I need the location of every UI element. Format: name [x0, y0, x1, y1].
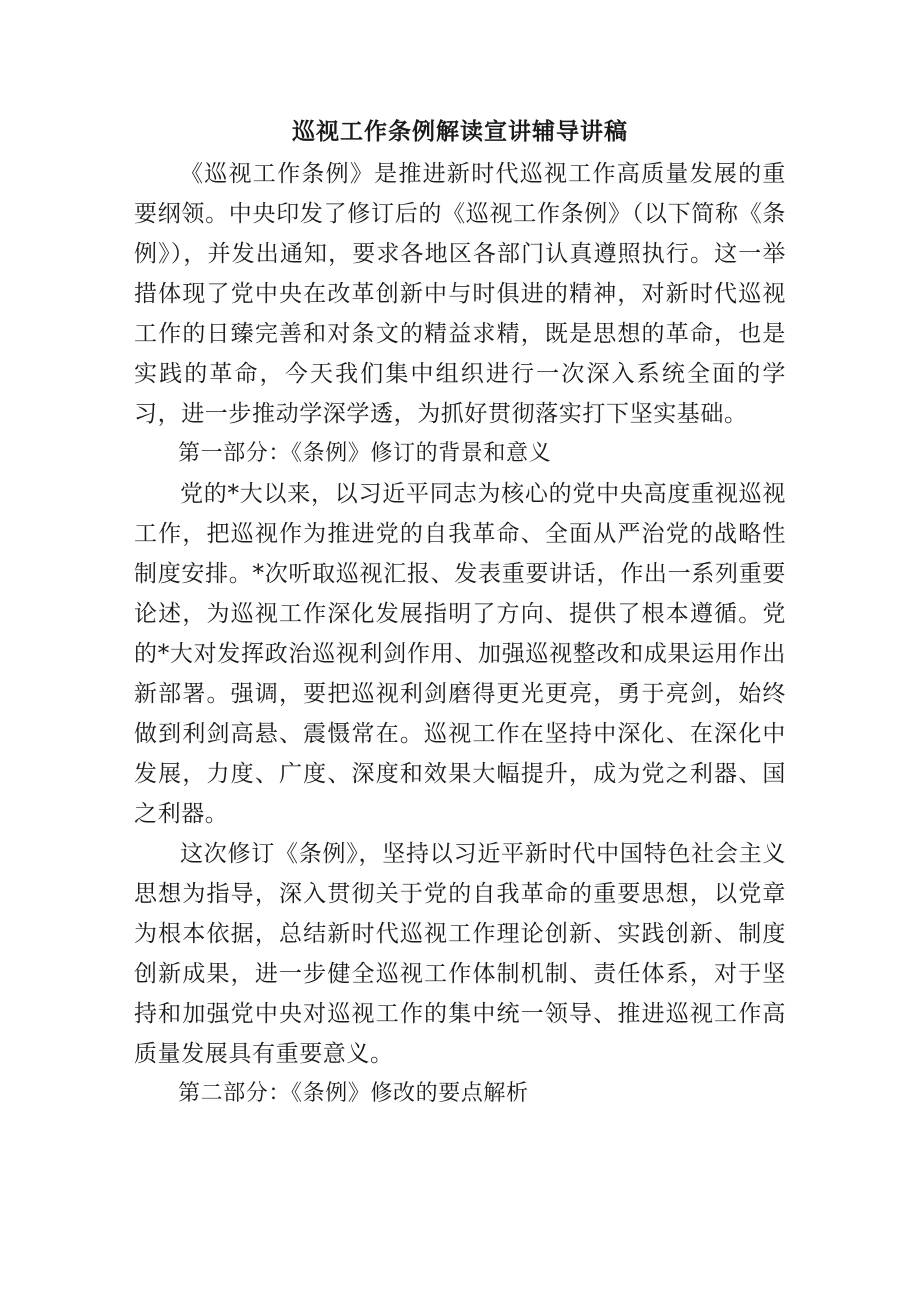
section-heading-2: 第二部分：《条例》修改的要点解析	[178, 1081, 529, 1106]
intro-paragraph: 《巡视工作条例》是推进新时代巡视工作高质量发展的重要纲领。中央印发了修订后的《巡视工作条例》（以下简称《条例》），并发出通知，要求各地区各部门认真遵照执行。这一举措体现了党中央在改革创新中与时俱进的精神，对新时代巡视工作的日臻完善和对条文的精益求精，既是思想的革命，也是实践的革命，今天我们集中组织进行一次深入系统全面的学习，进一步推动学深学透，为抓好贯彻落实打下坚实基础。	[134, 161, 786, 427]
background-paragraph: 党的*大以来，以习近平同志为核心的党中央高度重视巡视工作，把巡视作为推进党的自我革命、全面从严治党的战略性制度安排。*次听取巡视汇报、发表重要讲话，作出一系列重要论述，为巡视工作深化发展指明了方向、提供了根本遵循。党的*大对发挥政治巡视利剑作用、加强巡视整改和成果运用作出新部署。强调，要把巡视利剑磨得更光更亮，勇于亮剑，始终做到利剑高悬、震慑常在。巡视工作在坚持中深化、在深化中发展，力度、广度、深度和效果大幅提升，成为党之利器、国之利器。	[134, 481, 786, 827]
document-title: 巡视工作条例解读宣讲辅导讲稿	[292, 118, 628, 145]
section-heading-1: 第一部分：《条例》修订的背景和意义	[178, 441, 552, 466]
significance-paragraph: 这次修订《条例》，坚持以习近平新时代中国特色社会主义思想为指导，深入贯彻关于党的自我革命的重要思想，以党章为根本依据，总结新时代巡视工作理论创新、实践创新、制度创新成果，进一步健全巡视工作体制机制、责任体系，对于坚持和加强党中央对巡视工作的集中统一领导、推进巡视工作高质量发展具有重要意义。	[134, 841, 786, 1067]
